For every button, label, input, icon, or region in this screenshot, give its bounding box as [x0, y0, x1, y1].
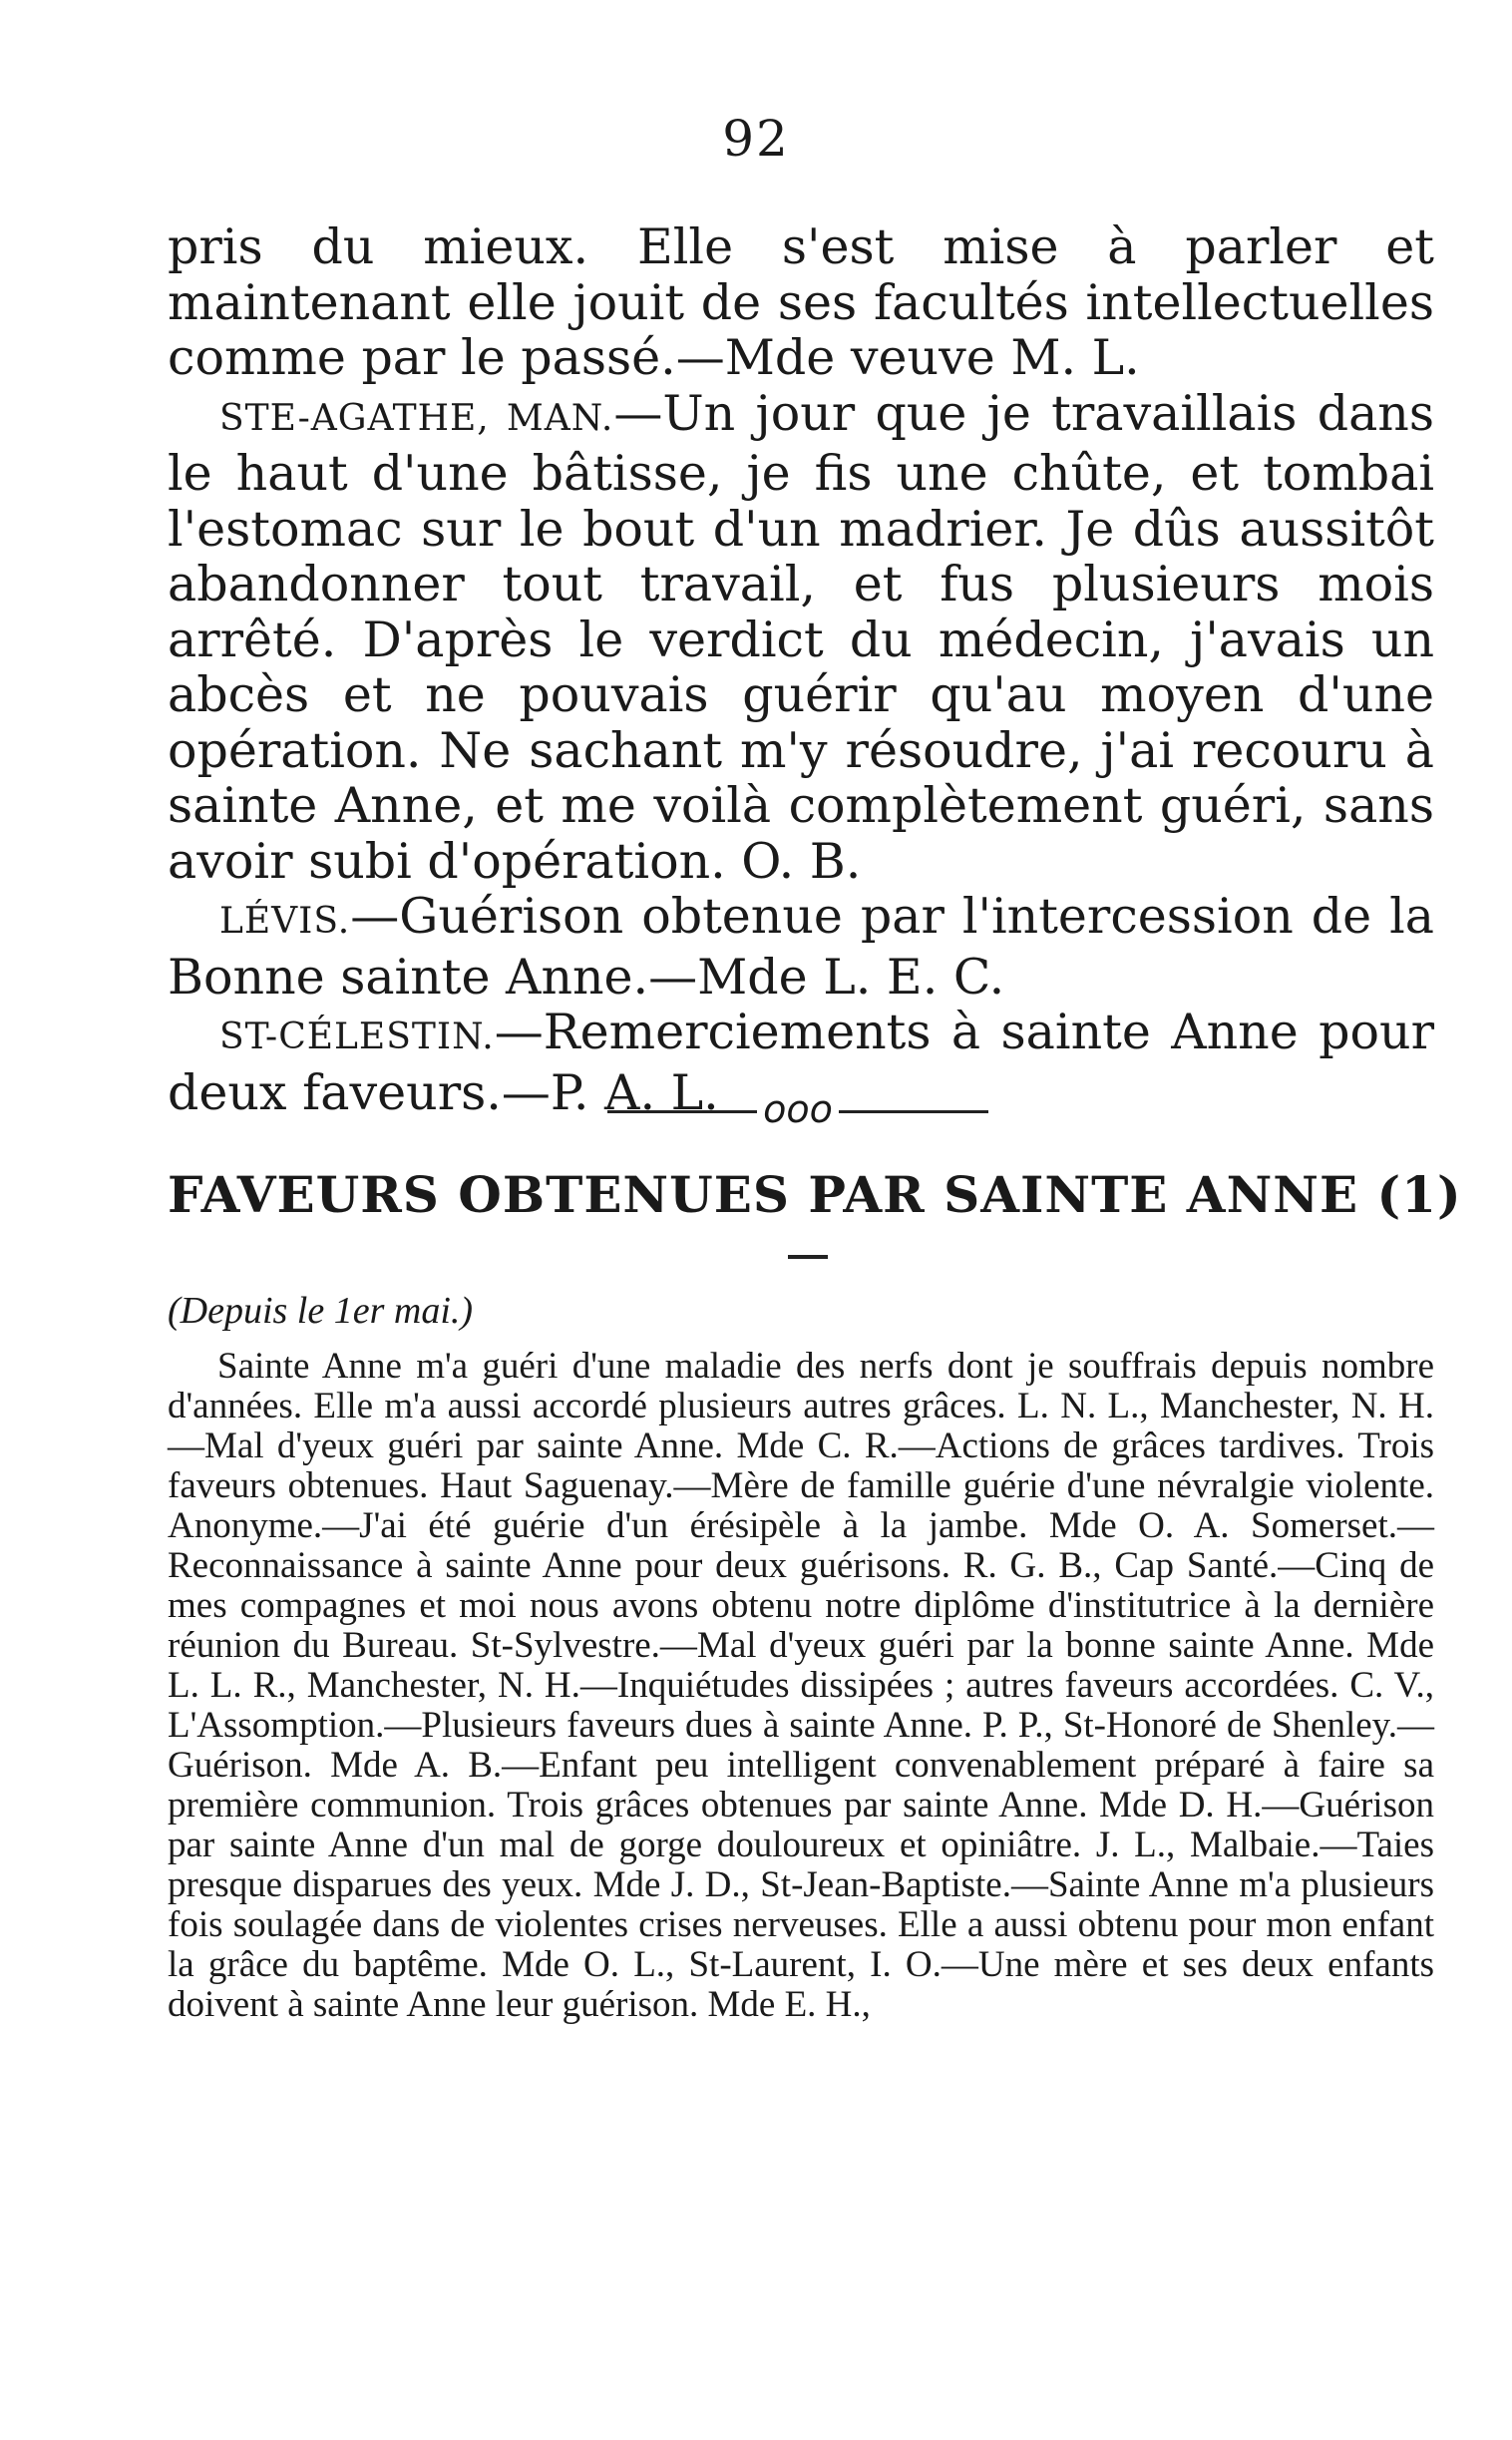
title-dash-rule [788, 1255, 828, 1259]
section-title: FAVEURS OBTENUES PAR SAINTE ANNE (1) [168, 1165, 1462, 1224]
paragraph-ste-agathe: STE-AGATHE, MAN.—Un jour que je travaillais dans le haut d'une bâtisse, je fis une chûte, et tombai l'estomac sur le bout d'un madrier. Je dûs aussitôt abandonner tout travail, et fus plusieurs mois arrêté. D'après le verdict du médecin, j'avais un abcès et ne pouvais guérir qu'au moyen d'une opération. Ne sachant m'y résoudre, j'ai recouru à sainte Anne, et me voilà complètement guéri, sans avoir subi d'opération. O. B. [168, 384, 1434, 890]
paragraph-levis: LÉVIS.—Guérison obtenue par l'intercession de la Bonne sainte Anne.—Mde L. E. C. [168, 888, 1434, 1006]
place-name: ST-CÉLESTIN. [219, 1017, 495, 1057]
paragraph-continuation: pris du mieux. Elle s'est mise à parler et maintenant elle jouit de ses facultés intellectuelles comme par le passé.—Mde veuve M. L. [168, 218, 1434, 386]
date-line: (Depuis le 1er mai.) [168, 1290, 474, 1332]
favours-paragraph: Sainte Anne m'a guéri d'une maladie des nerfs dont je souffrais depuis nombre d'années. Elle m'a aussi accordé plusieurs autres grâces. L. N. L., Manchester, N. H.—Mal d'yeux guéri par sainte Anne. Mde C. R.—Actions de grâces tardives. Trois faveurs obtenues. Haut Saguenay.—Mère de famille guérie d'une névralgie violente. Anonyme.—J'ai été guérie d'un érésipèle à la jambe. Mde O. A. Somerset.—Reconnaissance à sainte Anne pour deux guérisons. R. G. B., Cap Santé.—Cinq de mes compagnes et moi nous avons obtenu notre diplôme d'institutrice à la dernière réunion du Bureau. St-Sylvestre.—Mal d'yeux guéri par la bonne sainte Anne. Mde L. L. R., Manchester, N. H.—Inquiétudes dissipées ; autres faveurs accordées. C. V., L'Assomption.—Plusieurs faveurs dues à sainte Anne. P. P., St-Honoré de Shenley.—Guérison. Mde A. B.—Enfant peu intelligent convenablement préparé à faire sa première communion. Trois grâces obtenues par sainte Anne. Mde D. H.—Guérison par sainte Anne d'un mal de gorge douloureux et opiniâtre. J. L., Malbaie.—Taies presque disparues des yeux. Mde J. D., St-Jean-Baptiste.—Sainte Anne m'a plusieurs fois soulagée dans de violentes crises nerveuses. Elle a aussi obtenu pour mon enfant la grâce du baptême. Mde O. L., St-Laurent, I. O.—Une mère et ses deux enfants doivent à sainte Anne leur guérison. Mde E. H., [168, 1346, 1434, 2025]
place-name: LÉVIS. [219, 901, 351, 942]
top-text-block [168, 219, 1434, 1120]
paragraph-st-celestin: ST-CÉLESTIN.—Remerciements à sainte Anne pour deux faveurs.—P. A. L. [168, 1004, 1434, 1121]
page-number: 92 [722, 110, 790, 168]
place-name: STE-AGATHE, MAN. [219, 397, 614, 439]
separator-ornament: ooo [578, 1087, 1017, 1131]
favours-list-block [168, 1289, 1434, 2025]
